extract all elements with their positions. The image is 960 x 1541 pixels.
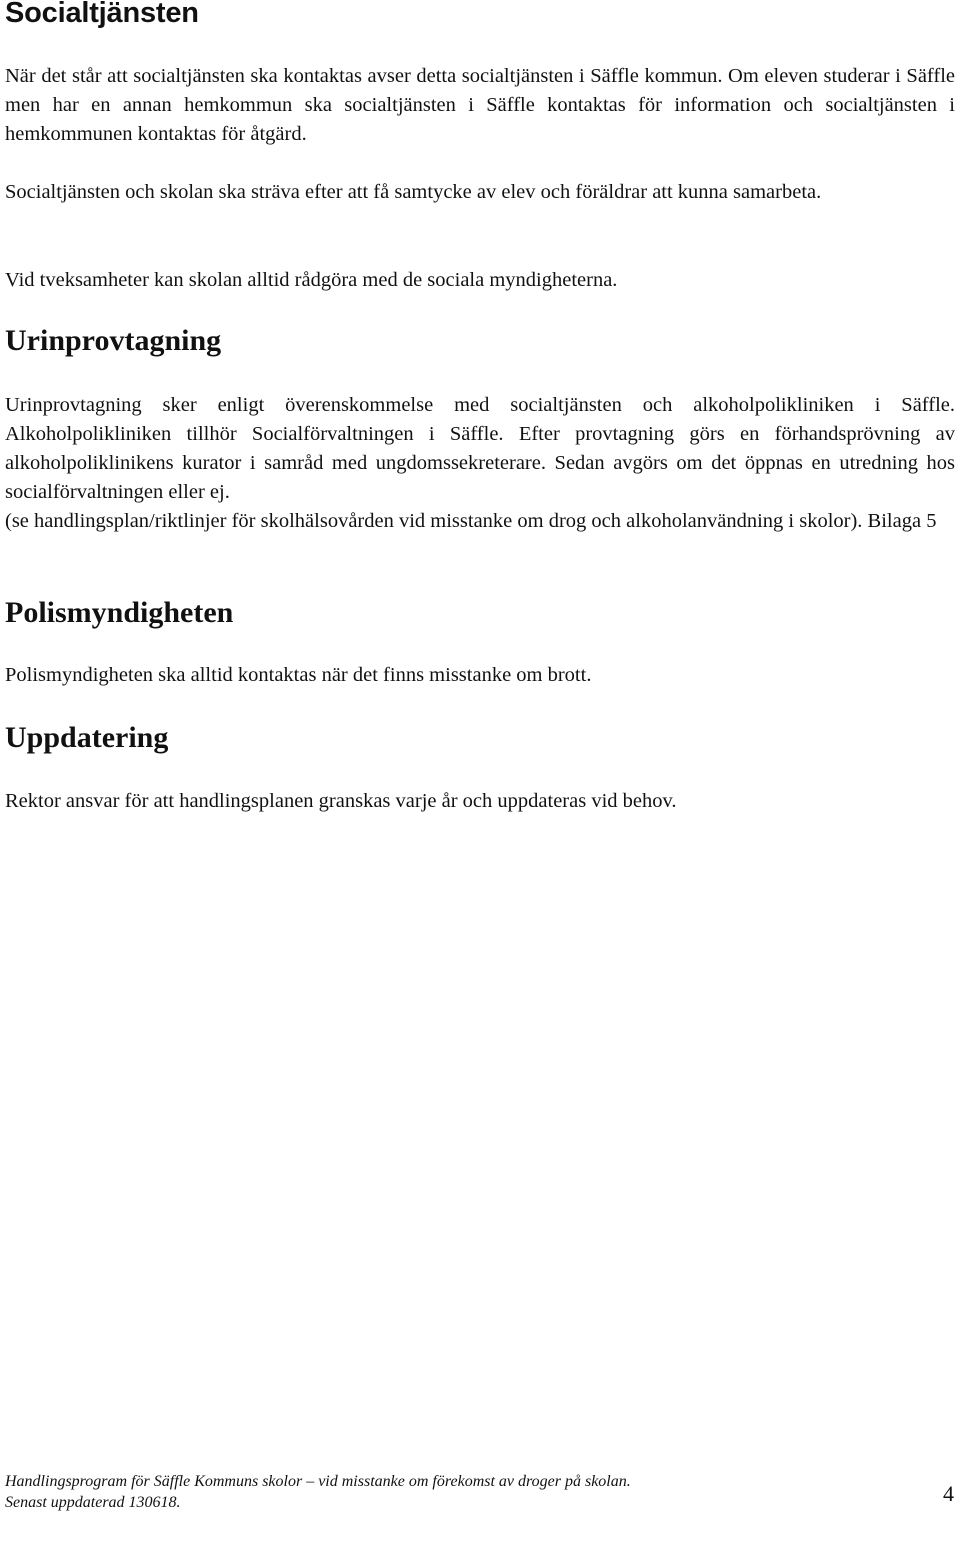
footer-title: Handlingsprogram för Säffle Kommuns skolor – vid misstanke om förekomst av droger på skolan. <box>5 1473 631 1490</box>
paragraph-socialtjansten-3: Vid tveksamheter kan skolan alltid rådgöra med de sociala myndigheterna. <box>5 269 618 291</box>
page-number: 4 <box>943 1481 954 1506</box>
paragraph-uppdatering: Rektor ansvar för att handlingsplanen granskas varje år och uppdateras vid behov. <box>5 790 677 812</box>
paragraph-urinprovtagning-reference: (se handlingsplan/riktlinjer för skolhälsovården vid misstanke om drog och alkoholanvändning i skolor). Bilaga 5 <box>5 510 937 532</box>
paragraph-socialtjansten-2: Socialtjänsten och skolan ska sträva efter att få samtycke av elev och föräldrar att kunna samarbeta. <box>5 181 822 203</box>
heading-socialtjansten: Socialtjänsten <box>5 0 199 29</box>
paragraph-polismyndigheten: Polismyndigheten ska alltid kontaktas när det finns misstanke om brott. <box>5 664 592 686</box>
paragraph-socialtjansten-1: När det står att socialtjänsten ska kontaktas avser detta socialtjänsten i Säffle kommun. Om eleven studerar i Säffle men har en annan hemkommun ska socialtjänsten i Säffle kontaktas för information och socialtjänsten i hemkommunen kontaktas för åtgärd. <box>5 65 955 145</box>
heading-urinprovtagning: Urinprovtagning <box>5 324 222 357</box>
paragraph-urinprovtagning: Urinprovtagning sker enligt överenskommelse med socialtjänsten och alkoholpolikliniken i Säffle. Alkoholpolikliniken tillhör Socialförvaltningen i Säffle. Efter provtagning görs en förhandsprövning av alkoholpoliklinikens kurator i samråd med ungdomssekreterare. Sedan avgörs om det öppnas en utredning hos socialförvaltningen eller ej. <box>5 394 955 503</box>
heading-uppdatering: Uppdatering <box>5 721 169 754</box>
footer-updated: Senast uppdaterad 130618. <box>5 1494 181 1511</box>
heading-polismyndigheten: Polismyndigheten <box>5 596 234 629</box>
page-footer <box>5 1471 955 1513</box>
